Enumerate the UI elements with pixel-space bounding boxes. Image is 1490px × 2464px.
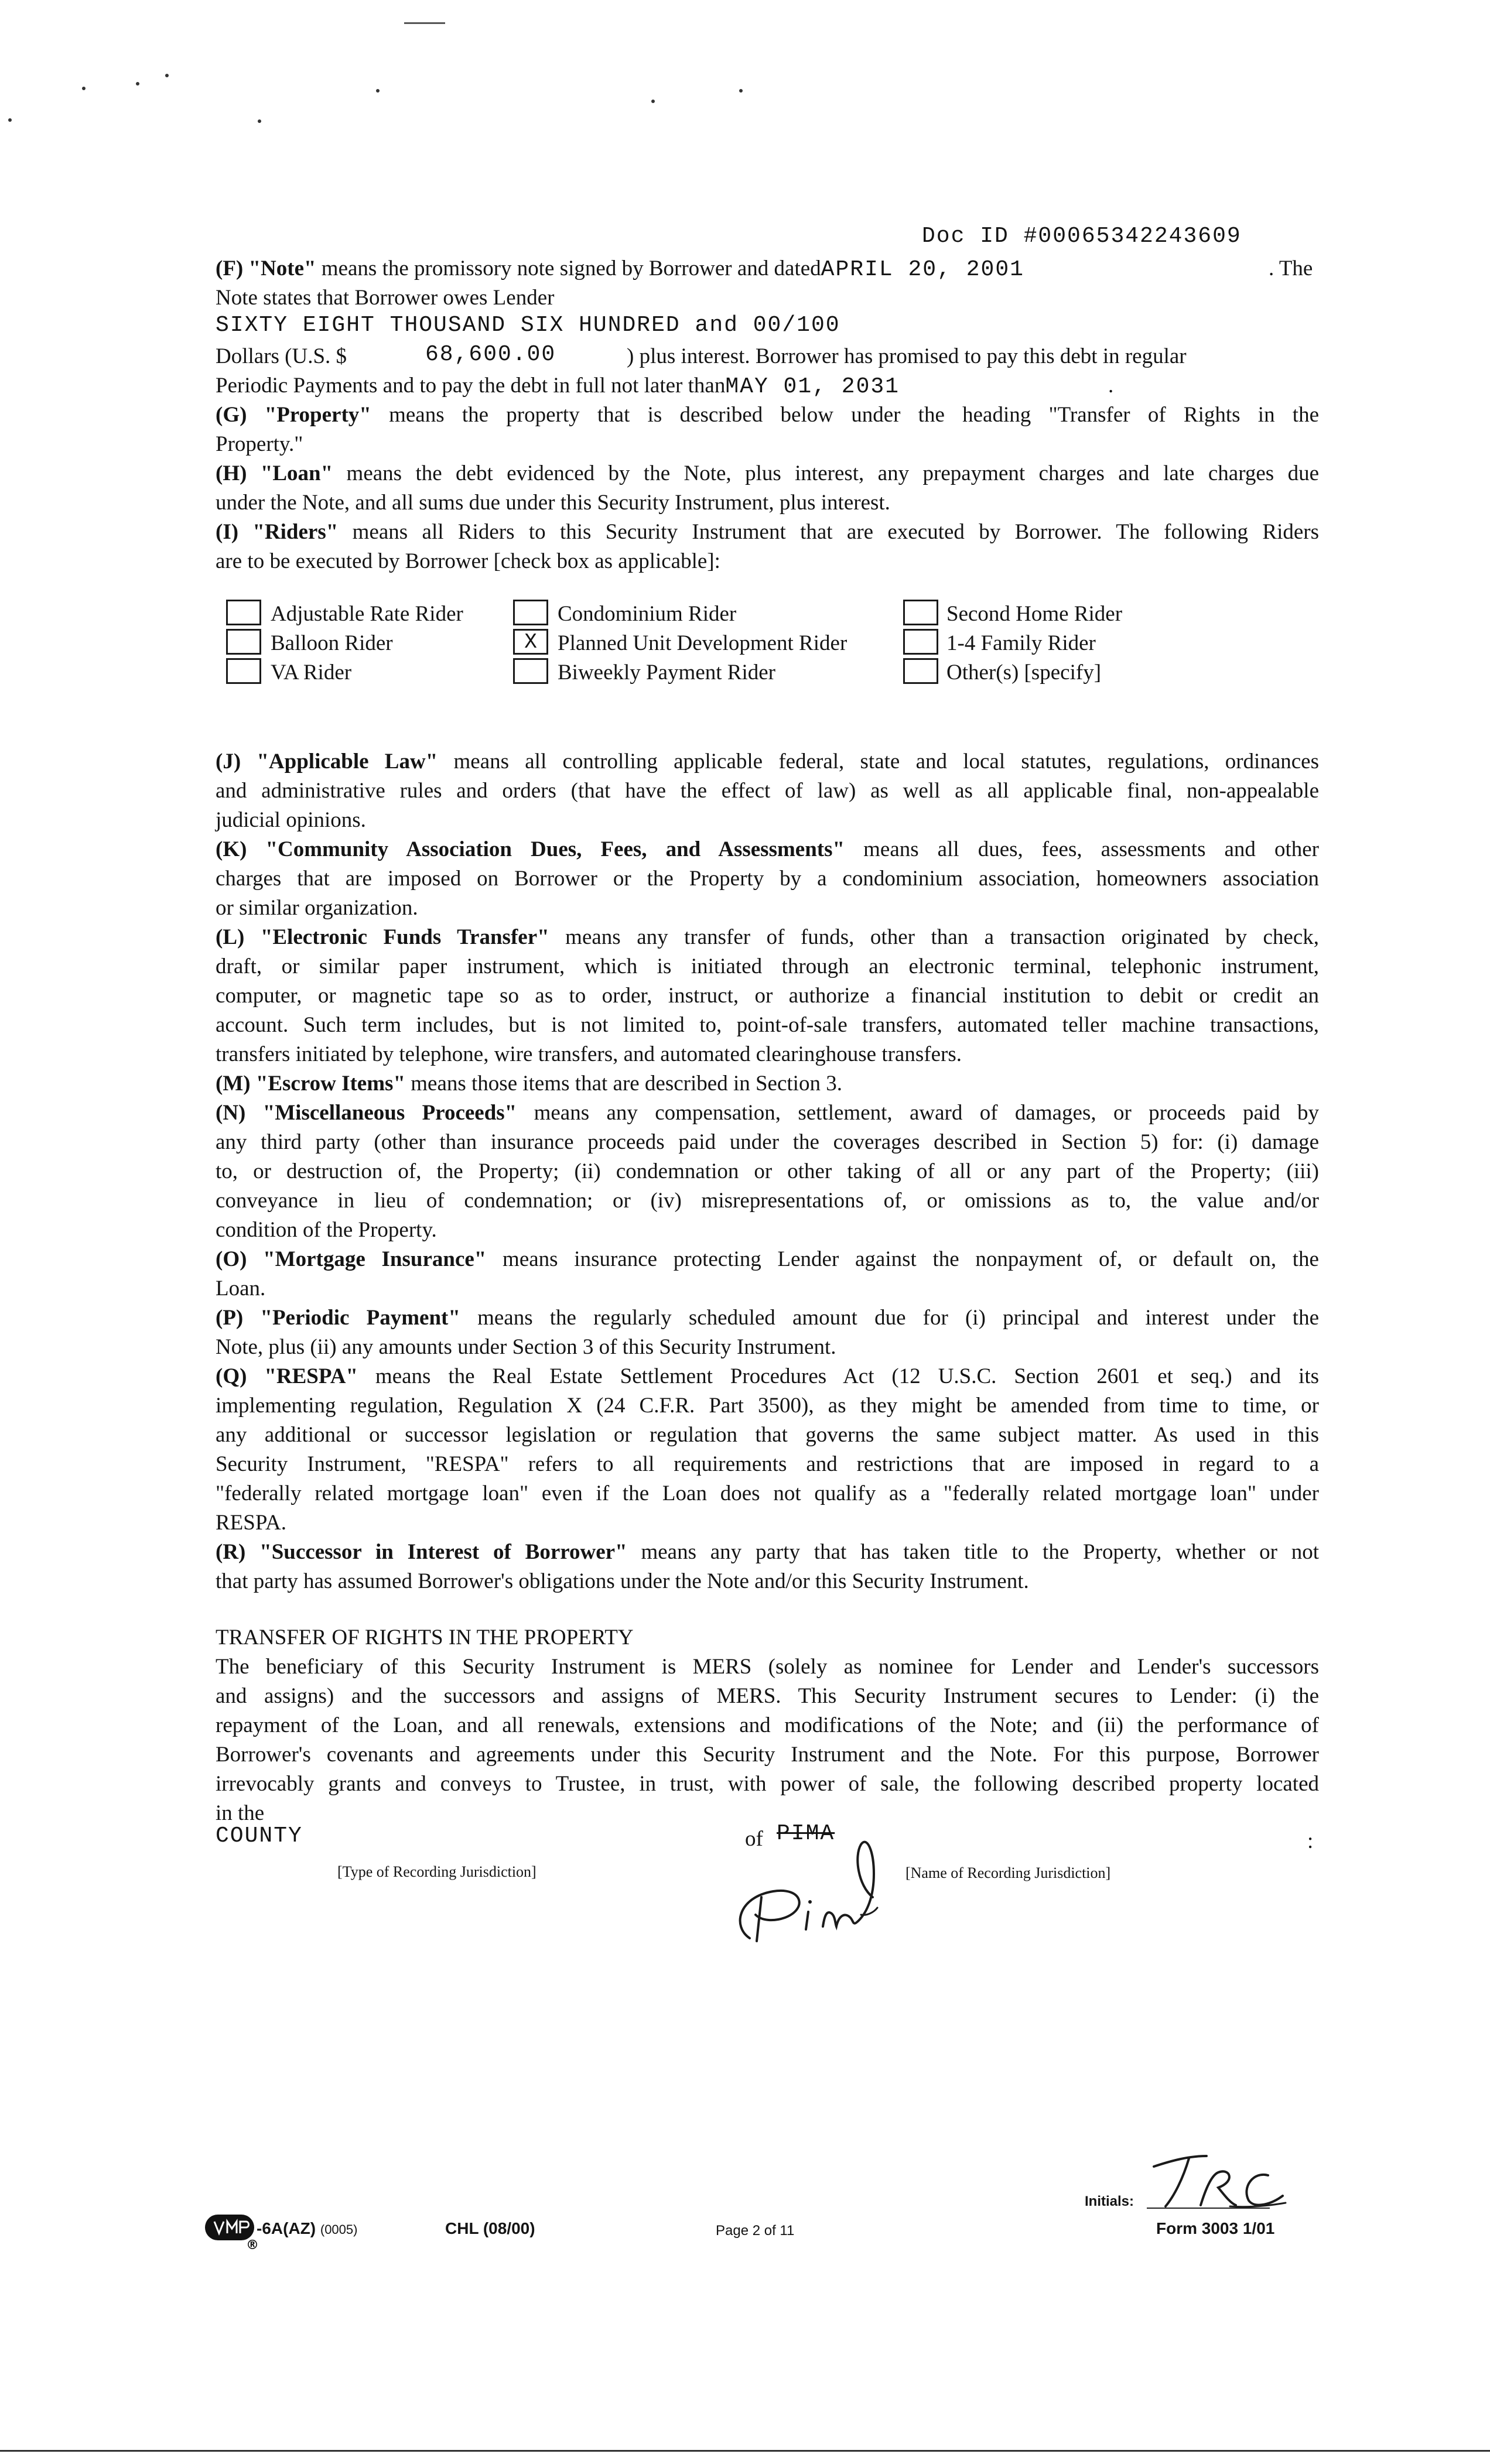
section-r-line2: that party has assumed Borrower's obligations under the Note and/or this Security Instrument. bbox=[216, 1569, 1029, 1593]
section-i-label: (I) "Riders" bbox=[216, 520, 339, 544]
scan-speck bbox=[165, 74, 169, 77]
jurisdiction-of: of bbox=[745, 1827, 763, 1851]
transfer-line4: Borrower's covenants and agreements under this Security Instrument and the Note. For this purpose, Borrower bbox=[216, 1743, 1319, 1767]
section-f-line5 bbox=[216, 371, 900, 402]
section-q-line6: RESPA. bbox=[216, 1511, 287, 1535]
checkbox-second-home-rider[interactable] bbox=[903, 600, 938, 625]
page-number: Page 2 of 11 bbox=[716, 2223, 795, 2239]
section-k-text: means all dues, fees, assessments and other bbox=[845, 837, 1319, 861]
section-i-line1 bbox=[216, 518, 1319, 547]
scan-speck bbox=[376, 89, 380, 93]
maturity-label: Periodic Payments and to pay the debt in full not later than bbox=[216, 374, 726, 398]
scan-speck bbox=[8, 118, 12, 122]
section-r-text: means any party that has taken title to the Property, whether or not bbox=[627, 1540, 1319, 1564]
jurisdiction-struck-name: PIMA bbox=[777, 1821, 835, 1846]
form-code-text: -6A(AZ) bbox=[257, 2219, 316, 2237]
section-g-line1 bbox=[216, 401, 1319, 430]
transfer-line1: The beneficiary of this Security Instrument is MERS (solely as nominee for Lender and Lender's successors bbox=[216, 1655, 1319, 1679]
checkbox-1-4-family-rider[interactable] bbox=[903, 629, 938, 655]
rider-label-pud: Planned Unit Development Rider bbox=[558, 631, 847, 655]
rider-label-va: VA Rider bbox=[271, 661, 352, 685]
checkbox-va-rider[interactable] bbox=[226, 658, 261, 684]
section-q-label: (Q) "RESPA" bbox=[216, 1364, 358, 1388]
name-caption: [Name of Recording Jurisdiction] bbox=[905, 1864, 1111, 1881]
section-h-line1 bbox=[216, 459, 1319, 488]
rider-label-balloon: Balloon Rider bbox=[271, 631, 393, 655]
section-r-line1 bbox=[216, 1538, 1319, 1567]
section-m-text: means those items that are described in Section 3. bbox=[405, 1072, 842, 1096]
section-p-line2: Note, plus (ii) any amounts under Section 3 of this Security Instrument. bbox=[216, 1335, 836, 1359]
section-j-line2: and administrative rules and orders (that have the effect of law) as well as all applicable final, non-appealable bbox=[216, 779, 1319, 803]
rider-label-second-home: Second Home Rider bbox=[946, 602, 1123, 626]
loan-amount-words: SIXTY EIGHT THOUSAND SIX HUNDRED and 00/100 bbox=[216, 313, 840, 338]
section-g-line2: Property." bbox=[216, 432, 303, 456]
section-m-label: (M) "Escrow Items" bbox=[216, 1072, 405, 1096]
handwritten-initials bbox=[1148, 2149, 1289, 2213]
section-f-line1-end: . The bbox=[1269, 256, 1313, 280]
initials-label: Initials: bbox=[1085, 2193, 1134, 2209]
type-caption: [Type of Recording Jurisdiction] bbox=[337, 1863, 536, 1880]
form-code bbox=[257, 2219, 357, 2238]
vmp-logo bbox=[205, 2215, 254, 2240]
section-l-line1 bbox=[216, 923, 1319, 952]
section-h-text: means the debt evidenced by the Note, plus interest, any prepayment charges and late charges due bbox=[333, 461, 1319, 485]
transfer-line5: irrevocably grants and conveys to Trustee, in trust, with power of sale, the following described property located bbox=[216, 1772, 1319, 1796]
section-q-line5: "federally related mortgage loan" even if the Loan does not qualify as a "federally related mortgage loan" under bbox=[216, 1481, 1319, 1505]
form-number: Form 3003 1/01 bbox=[1156, 2219, 1275, 2237]
checkbox-adjustable-rate-rider[interactable] bbox=[226, 600, 261, 625]
chl-code: CHL (08/00) bbox=[445, 2219, 535, 2237]
rider-label-condominium: Condominium Rider bbox=[558, 602, 737, 626]
form-rev: (0005) bbox=[320, 2222, 358, 2237]
section-k-label: (K) "Community Association Dues, Fees, and Assessments" bbox=[216, 837, 845, 861]
scan-speck bbox=[739, 89, 743, 93]
checkbox-mark: X bbox=[524, 630, 537, 654]
section-n-line3: to, or destruction of, the Property; (ii) condemnation or other taking of all or any part of the Property; (iii) bbox=[216, 1159, 1319, 1183]
rider-label-1-4-family: 1-4 Family Rider bbox=[946, 631, 1096, 655]
section-j-line3: judicial opinions. bbox=[216, 808, 366, 832]
section-j-text: means all controlling applicable federal, state and local statutes, regulations, ordinances bbox=[438, 750, 1320, 774]
section-g-text: means the property that is described below under the heading "Transfer of Rights in the bbox=[371, 403, 1320, 427]
section-q-line4: Security Instrument, "RESPA" refers to all requirements and restrictions that are imposed in regard to a bbox=[216, 1452, 1319, 1476]
transfer-heading: TRANSFER OF RIGHTS IN THE PROPERTY bbox=[216, 1625, 634, 1649]
section-f-line1 bbox=[216, 254, 1024, 285]
section-g-label: (G) "Property" bbox=[216, 403, 371, 427]
checkbox-balloon-rider[interactable] bbox=[226, 629, 261, 655]
section-k-line3: or similar organization. bbox=[216, 896, 418, 920]
section-f-text: means the promissory note signed by Borrower and dated bbox=[316, 256, 821, 280]
checkbox-condominium-rider[interactable] bbox=[513, 600, 548, 625]
rider-label-biweekly: Biweekly Payment Rider bbox=[558, 661, 775, 685]
section-j-line1 bbox=[216, 747, 1319, 776]
section-q-line3: any additional or successor legislation or regulation that governs the same subject matter. As used in this bbox=[216, 1423, 1319, 1447]
jurisdiction-type: COUNTY bbox=[216, 1823, 303, 1849]
handwritten-pinal-signature bbox=[720, 1809, 908, 1944]
section-h-line2: under the Note, and all sums due under this Security Instrument, plus interest. bbox=[216, 491, 890, 515]
section-p-text: means the regularly scheduled amount due for (i) principal and interest under the bbox=[460, 1306, 1319, 1330]
scan-speck bbox=[258, 119, 261, 123]
loan-amount: 68,600.00 bbox=[425, 342, 556, 367]
section-l-line2: draft, or similar paper instrument, which is initiated through an electronic terminal, telephonic instrument, bbox=[216, 954, 1319, 978]
scan-mark bbox=[404, 22, 445, 24]
registered-icon: ® bbox=[246, 2238, 259, 2253]
vmp-logo-icon bbox=[205, 2215, 254, 2240]
section-f-line4 bbox=[216, 342, 347, 371]
section-o-line1 bbox=[216, 1245, 1319, 1274]
section-k-line1 bbox=[216, 835, 1319, 864]
section-q-line1 bbox=[216, 1362, 1319, 1391]
section-l-line5: transfers initiated by telephone, wire transfers, and automated clearinghouse transfers. bbox=[216, 1042, 962, 1066]
section-q-line2: implementing regulation, Regulation X (24 C.F.R. Part 3500), as they might be amended from time to time, or bbox=[216, 1394, 1319, 1418]
section-r-label: (R) "Successor in Interest of Borrower" bbox=[216, 1540, 627, 1564]
section-l-line4: account. Such term includes, but is not limited to, point-of-sale transfers, automated teller machine transactions, bbox=[216, 1013, 1319, 1037]
checkbox-other-rider[interactable] bbox=[903, 658, 938, 684]
section-h-label: (H) "Loan" bbox=[216, 461, 333, 485]
section-o-line2: Loan. bbox=[216, 1277, 266, 1301]
section-l-label: (L) "Electronic Funds Transfer" bbox=[216, 925, 549, 949]
maturity-date: MAY 01, 2031 bbox=[725, 374, 900, 399]
section-n-line2: any third party (other than insurance proceeds paid under the coverages described in Section 5) for: (i) damage bbox=[216, 1130, 1319, 1154]
section-o-text: means insurance protecting Lender against the nonpayment of, or default on, the bbox=[486, 1247, 1319, 1271]
section-l-text: means any transfer of funds, other than a transaction originated by check, bbox=[549, 925, 1319, 949]
section-n-line5: condition of the Property. bbox=[216, 1218, 437, 1242]
section-k-line2: charges that are imposed on Borrower or the Property by a condominium association, homeowners association bbox=[216, 867, 1319, 891]
transfer-line6: in the bbox=[216, 1801, 265, 1825]
bottom-rule bbox=[0, 2450, 1490, 2452]
note-date: APRIL 20, 2001 bbox=[821, 257, 1024, 282]
section-f-line5-end: . bbox=[1108, 374, 1114, 398]
section-j-label: (J) "Applicable Law" bbox=[216, 750, 438, 774]
transfer-line3: repayment of the Loan, and all renewals, extensions and modifications of the Note; and (ii) the performance of bbox=[216, 1713, 1319, 1737]
section-f-label: (F) "Note" bbox=[216, 256, 316, 280]
section-q-text: means the Real Estate Settlement Procedures Act (12 U.S.C. Section 2601 et seq.) and its bbox=[358, 1364, 1319, 1388]
section-n-line4: conveyance in lieu of condemnation; or (iv) misrepresentations of, or omissions as to, the value and/or bbox=[216, 1189, 1319, 1213]
section-l-line3: computer, or magnetic tape so as to order, instruct, or authorize a financial institution to debit or credit an bbox=[216, 984, 1319, 1008]
section-f-line4-end: ) plus interest. Borrower has promised to pay this debt in regular bbox=[627, 344, 1187, 368]
doc-id: Doc ID #00065342243609 bbox=[922, 224, 1242, 249]
section-i-text: means all Riders to this Security Instrument that are executed by Borrower. The following Riders bbox=[338, 520, 1319, 544]
section-n-line1 bbox=[216, 1098, 1319, 1128]
transfer-line2: and assigns) and the successors and assigns of MERS. This Security Instrument secures to Lender: (i) the bbox=[216, 1684, 1319, 1708]
section-n-text: means any compensation, settlement, award of damages, or proceeds paid by bbox=[517, 1101, 1319, 1125]
rider-label-other: Other(s) [specify] bbox=[946, 661, 1102, 685]
dollars-label: Dollars (U.S. $ bbox=[216, 344, 347, 368]
scan-speck bbox=[82, 87, 86, 90]
checkbox-pud-rider[interactable] bbox=[513, 629, 548, 655]
rider-label-adjustable-rate: Adjustable Rate Rider bbox=[271, 602, 463, 626]
scan-speck bbox=[136, 82, 139, 85]
section-f-line2: Note states that Borrower owes Lender bbox=[216, 286, 555, 310]
section-o-label: (O) "Mortgage Insurance" bbox=[216, 1247, 487, 1271]
section-p-label: (P) "Periodic Payment" bbox=[216, 1306, 460, 1330]
scan-speck bbox=[651, 100, 655, 103]
section-i-line2: are to be executed by Borrower [check box as applicable]: bbox=[216, 549, 720, 573]
section-m-line1 bbox=[216, 1069, 842, 1098]
checkbox-biweekly-rider[interactable] bbox=[513, 658, 548, 684]
section-n-label: (N) "Miscellaneous Proceeds" bbox=[216, 1101, 517, 1125]
section-p-line1 bbox=[216, 1303, 1319, 1333]
jurisdiction-colon: : bbox=[1307, 1829, 1314, 1853]
